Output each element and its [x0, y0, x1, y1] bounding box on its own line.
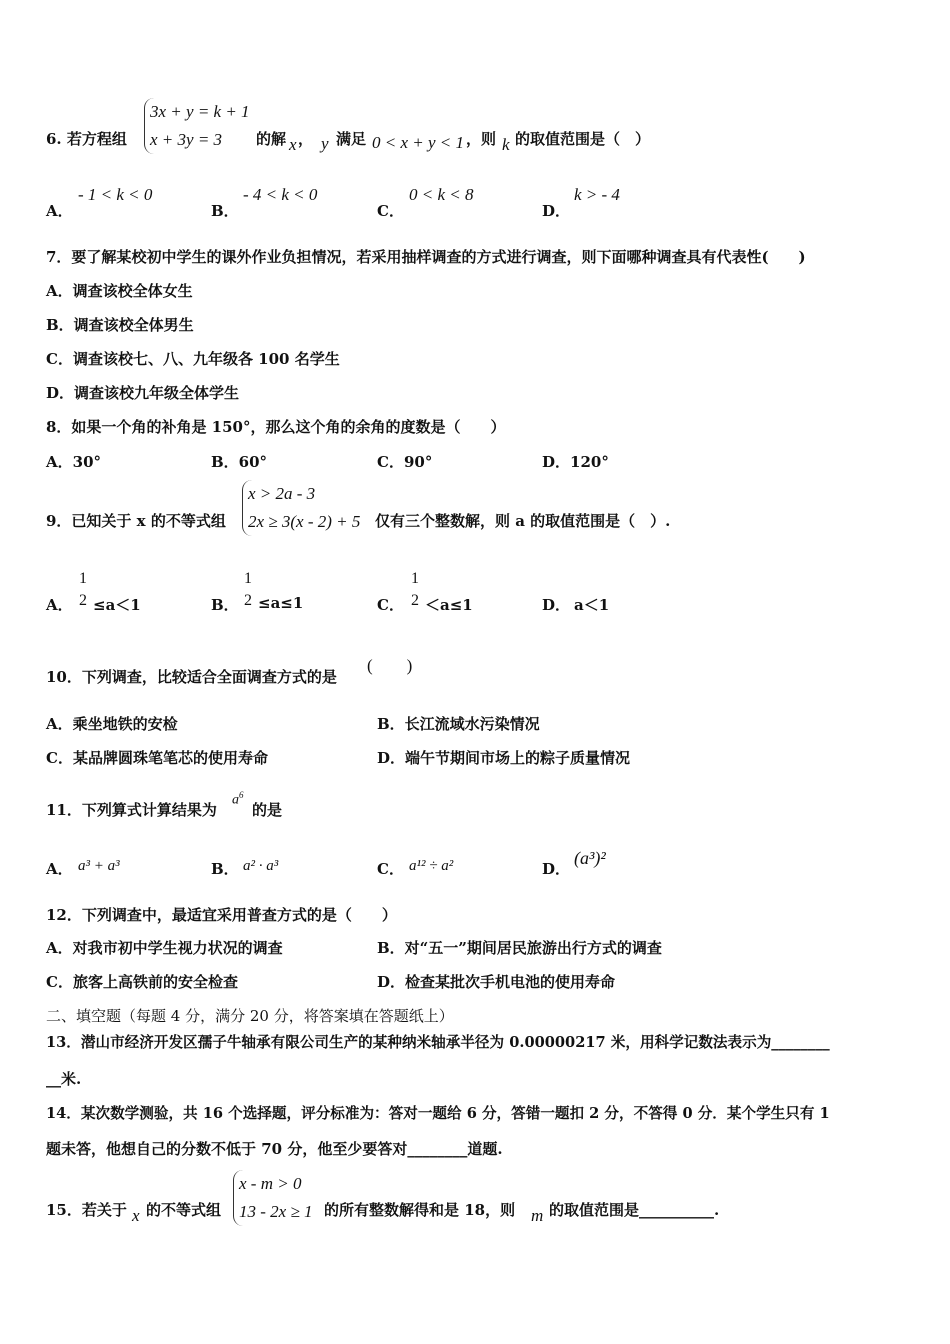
q9-option-b-fraction [242, 568, 254, 612]
q6-option-b-label[interactable]: B． [211, 202, 239, 220]
q11-option-c-label[interactable]: C． [377, 860, 404, 878]
q6-option-d: k > - 4 [574, 185, 620, 204]
q9-option-d-label[interactable]: D． [542, 596, 571, 614]
frac-num: 1 [411, 570, 419, 587]
q11-prefix: 11．下列算式计算结果为 [46, 801, 217, 819]
q15-suffix: 的取值范围是__________. [549, 1201, 720, 1219]
frac-num: 1 [79, 570, 87, 587]
q6-eq1: 3x + y = k + 1 [150, 102, 250, 121]
section-2-heading: 二、填空题（每题 4 分，满分 20 分，将答案填在答题纸上） [46, 1007, 454, 1025]
q11-option-a-label[interactable]: A． [46, 860, 73, 878]
q15-eq1: x - m > 0 [239, 1174, 302, 1193]
q15-mid1: 的不等式组 [146, 1201, 222, 1219]
q7-stem: 7．要了解某校初中学生的课外作业负担情况，若采用抽样调查的方式进行调查，则下面哪种调查具有代表性( ) [46, 248, 806, 266]
q12-option-d[interactable]: D．检查某批次手机电池的使用寿命 [377, 973, 616, 991]
q10-option-b[interactable]: B．长江流域水污染情况 [377, 715, 540, 733]
q12-option-a[interactable]: A．对我市初中学生视力状况的调查 [46, 939, 283, 957]
q9-suffix: 仅有三个整数解，则 a 的取值范围是（ ）. [375, 512, 671, 530]
q8-option-b[interactable]: B．60° [211, 453, 268, 471]
q10-paren: ( ) [367, 656, 413, 675]
q9-option-a-label[interactable]: A． [46, 596, 73, 614]
q9-option-b-label[interactable]: B． [211, 596, 239, 614]
q12-stem: 12．下列调查中，最适宜采用普查方式的是（ ） [46, 906, 397, 924]
q9-option-c-label[interactable]: C． [377, 596, 404, 614]
q11-base: a [232, 792, 239, 808]
q13-line1: 13．潜山市经济开发区孺子牛轴承有限公司生产的某种纳米轴承半径为 0.00000217 米，用科学记数法表示为________ [46, 1034, 830, 1051]
q11-option-b: a² · a³ [243, 858, 279, 874]
q12-option-c[interactable]: C．旅客上高铁前的安全检查 [46, 973, 238, 991]
q10-option-a[interactable]: A．乘坐地铁的安检 [46, 715, 178, 733]
q15-prefix: 15．若关于 [46, 1201, 127, 1219]
q15-var-m: m [531, 1206, 544, 1225]
q10-option-d[interactable]: D．端午节期间市场上的粽子质量情况 [377, 749, 631, 767]
q9-inequality-system [242, 480, 360, 536]
q11-option-c: a¹² ÷ a² [409, 858, 454, 874]
q6-condition: 0 < x + y < 1 [372, 133, 465, 152]
q6-mid1: 的解 [256, 130, 287, 148]
q6-option-c-label[interactable]: C． [377, 202, 404, 220]
q9-eq1: x > 2a - 3 [248, 484, 316, 503]
q10-option-c[interactable]: C．某品牌圆珠笔笔芯的使用寿命 [46, 749, 268, 767]
q11-option-d-label[interactable]: D． [542, 860, 571, 878]
frac-den: 2 [79, 592, 87, 609]
q6-var-y: y [321, 134, 329, 153]
q8-option-a[interactable]: A．30° [46, 453, 102, 471]
q7-option-a[interactable]: A．调查该校全体女生 [46, 282, 193, 300]
q14-line1: 14．某次数学测验，共 16 个选择题，评分标准为：答对一题给 6 分，答错一题扣 2 分，不答得 0 分．某个学生只有 1 [46, 1105, 830, 1122]
q6-eq2: x + 3y = 3 [150, 130, 223, 149]
q6-option-c: 0 < k < 8 [409, 185, 474, 204]
q7-option-c[interactable]: C．调查该校七、八、九年级各 100 名学生 [46, 350, 340, 368]
q6-prefix: 6. 若方程组 [46, 130, 127, 148]
q7-option-b[interactable]: B．调查该校全体男生 [46, 316, 194, 334]
q8-option-d[interactable]: D．120° [542, 453, 609, 471]
q10-stem: 10．下列调查，比较适合全面调查方式的是 [46, 668, 337, 686]
q9-eq2: 2x ≥ 3(x - 2) + 5 [248, 512, 361, 531]
q11-exp: 6 [239, 790, 244, 800]
q9-option-b-text: ≤a≤1 [258, 594, 304, 612]
q6-option-a: - 1 < k < 0 [78, 185, 153, 204]
q14-line2: 题未答，他想自己的分数不低于 70 分，他至少要答对________道题. [46, 1140, 503, 1158]
q6-option-d-label[interactable]: D． [542, 202, 571, 220]
q6-mid2: 满足 [336, 130, 367, 148]
q11-option-d: (a³)² [574, 848, 606, 868]
q9-option-a-text: ≤a＜1 [93, 596, 141, 614]
frac-num: 1 [244, 570, 252, 587]
q13-line2: __米. [46, 1070, 82, 1088]
q11-suffix: 的是 [252, 801, 283, 819]
frac-den: 2 [244, 592, 252, 609]
q6-mid3: ，则 [466, 130, 497, 148]
q12-option-b[interactable]: B．对“五一”期间居民旅游出行方式的调查 [377, 939, 662, 957]
frac-den: 2 [411, 592, 419, 609]
q6-suffix: 的取值范围是（ ） [515, 130, 651, 148]
q8-stem: 8．如果一个角的补角是 150°，那么这个角的余角的度数是（ ） [46, 418, 506, 436]
q6-option-a-label[interactable]: A． [46, 202, 73, 220]
q9-option-c-text: ＜a≤1 [425, 596, 473, 614]
q15-eq2: 13 - 2x ≥ 1 [239, 1202, 313, 1221]
q9-option-c-fraction [409, 568, 421, 612]
q6-equation-system [144, 98, 250, 154]
q6-var-k: k [502, 135, 510, 154]
q11-power [232, 790, 244, 809]
q11-option-b-label[interactable]: B． [211, 860, 239, 878]
q9-option-d-text: a＜1 [574, 596, 610, 614]
q8-option-c[interactable]: C．90° [377, 453, 433, 471]
q15-inequality-system [233, 1170, 313, 1226]
q15-var-x: x [132, 1206, 140, 1225]
q6-var-x: x [289, 135, 297, 154]
q9-prefix: 9．已知关于 x 的不等式组 [46, 512, 226, 530]
q15-mid2: 的所有整数解得和是 18，则 [324, 1201, 516, 1219]
q9-option-a-fraction [77, 568, 89, 612]
q11-option-a: a³ + a³ [78, 858, 120, 874]
q6-option-b: - 4 < k < 0 [243, 185, 318, 204]
q7-option-d[interactable]: D．调查该校九年级全体学生 [46, 384, 240, 402]
q6-sep: ， [298, 130, 314, 148]
